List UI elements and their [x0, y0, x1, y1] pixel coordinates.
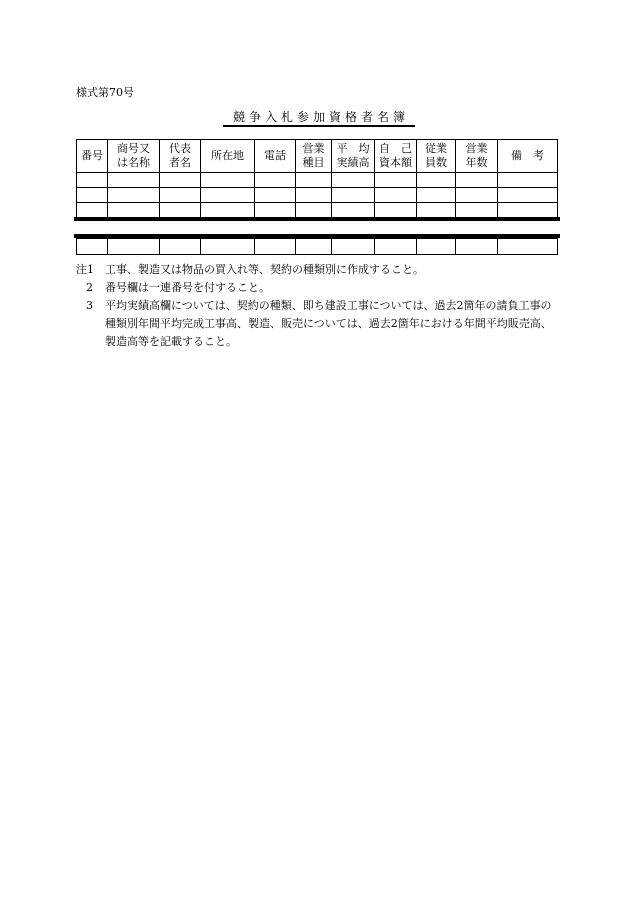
table-cell[interactable]	[201, 239, 255, 255]
table-cell[interactable]	[296, 173, 332, 188]
table-cell[interactable]	[296, 188, 332, 203]
note-item	[76, 261, 562, 279]
table-cell[interactable]	[456, 239, 498, 255]
table-cell[interactable]	[160, 239, 201, 255]
col-header-trade-name: 商号又 は名称	[108, 140, 160, 173]
table-cell[interactable]	[498, 173, 558, 188]
table-cell[interactable]	[375, 203, 417, 218]
register-table-bottom	[76, 238, 558, 255]
table-cell[interactable]	[160, 203, 201, 218]
table-cell[interactable]	[255, 203, 296, 218]
table-cell[interactable]	[77, 203, 108, 218]
table-cell[interactable]	[417, 173, 456, 188]
table-cell[interactable]	[77, 239, 108, 255]
header-row	[77, 140, 558, 173]
col-header-representative: 代表 者名	[160, 140, 201, 173]
table-cell[interactable]	[456, 203, 498, 218]
table-cell[interactable]	[255, 173, 296, 188]
table-cell[interactable]	[108, 239, 160, 255]
col-header-business-type: 営業 種目	[296, 140, 332, 173]
note-number: 3	[86, 299, 93, 312]
table-cell[interactable]	[417, 203, 456, 218]
table-cell[interactable]	[332, 239, 375, 255]
table-break-gap	[76, 221, 557, 234]
col-header-own-capital: 自 己 資本額	[375, 140, 417, 173]
table-row	[77, 203, 558, 218]
note-number: 注1	[76, 263, 94, 276]
table-cell[interactable]	[201, 173, 255, 188]
table-cell[interactable]	[255, 188, 296, 203]
table-cell[interactable]	[498, 203, 558, 218]
table-row	[77, 173, 558, 188]
form-number: 様式第70号	[76, 86, 134, 99]
table-cell[interactable]	[296, 203, 332, 218]
note-text: 工事、製造又は物品の買入れ等、契約の種類別に作成すること。	[105, 263, 424, 276]
table-cell[interactable]	[417, 188, 456, 203]
table-row	[77, 188, 558, 203]
col-header-address: 所在地	[201, 140, 255, 173]
note-text: 平均実績高欄については、契約の種類、即ち建設工事については、過去2箇年の請負工事の種類別年間平均完成工事高、製造、販売については、過去2箇年における年間平均販売高、製造高等を記載すること。	[105, 299, 552, 348]
table-cell[interactable]	[456, 173, 498, 188]
col-header-average-results: 平 均 実績高	[332, 140, 375, 173]
register-table-top	[76, 139, 558, 218]
table-cell[interactable]	[77, 173, 108, 188]
document-title: 競争入札参加資格者名簿	[223, 110, 415, 127]
table-cell[interactable]	[108, 188, 160, 203]
table-cell[interactable]	[108, 203, 160, 218]
col-header-number: 番号	[77, 140, 108, 173]
table-cell[interactable]	[201, 203, 255, 218]
note-text: 番号欄は一連番号を付すること。	[105, 281, 270, 294]
table-cell[interactable]	[108, 173, 160, 188]
table-cell[interactable]	[255, 239, 296, 255]
table-cell[interactable]	[77, 188, 108, 203]
table-cell[interactable]	[375, 239, 417, 255]
table-cell[interactable]	[160, 173, 201, 188]
document-title-wrap	[0, 106, 630, 127]
note-item	[76, 297, 562, 351]
col-header-business-years: 営業 年数	[456, 140, 498, 173]
table-cell[interactable]	[160, 188, 201, 203]
table-cell[interactable]	[375, 173, 417, 188]
table-row	[77, 239, 558, 255]
note-item	[76, 279, 562, 297]
col-header-remarks: 備 考	[498, 140, 558, 173]
col-header-phone: 電話	[255, 140, 296, 173]
table-cell[interactable]	[332, 173, 375, 188]
table-cell[interactable]	[417, 239, 456, 255]
notes-section	[76, 261, 562, 351]
table-cell[interactable]	[332, 203, 375, 218]
note-number: 2	[86, 281, 93, 294]
table-cell[interactable]	[456, 188, 498, 203]
table-cell[interactable]	[375, 188, 417, 203]
table-cell[interactable]	[296, 239, 332, 255]
table-cell[interactable]	[498, 188, 558, 203]
table-cell[interactable]	[201, 188, 255, 203]
col-header-employees: 従業 員数	[417, 140, 456, 173]
table-cell[interactable]	[332, 188, 375, 203]
table-cell[interactable]	[498, 239, 558, 255]
